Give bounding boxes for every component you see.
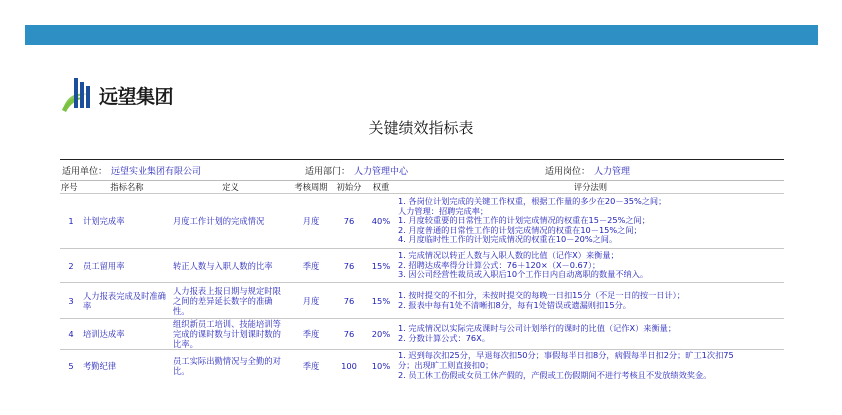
col-header-no: 序号 [61, 182, 78, 192]
table-row [60, 350, 784, 382]
unit-label: 适用单位： [62, 167, 108, 177]
col-header-rules: 评分法则 [573, 182, 608, 192]
row-weight: 20% [365, 319, 397, 350]
rule-line: 1. 月度较重要的日常性工作的计划完成情况的权重在15－25%之间； [398, 215, 650, 226]
row-base: 100 [333, 350, 365, 382]
rule-line: 2. 分数计算公式：76X。 [398, 333, 490, 343]
row-no: 1 [60, 194, 82, 249]
dept-label: 适用部门： [305, 167, 351, 177]
row-weight: 40% [365, 194, 397, 249]
col-header-definition: 定义 [222, 182, 239, 192]
row-period: 月度 [289, 283, 333, 319]
company-logo [60, 76, 173, 114]
row-weight: 15% [365, 283, 397, 319]
table-row [60, 319, 784, 350]
table-row [60, 194, 784, 249]
rule-line: 1. 各岗位计划完成的关键工作权重，根据工作量的多少在20－35%之间； [398, 196, 667, 207]
rule-line: 2. 员工休工伤假或女员工休产假的，产假或工伤假期间不进行考核且不发放绩效奖金。 [398, 369, 712, 380]
row-no: 5 [60, 350, 82, 382]
rule-line: 人力管理：招聘完成率； [398, 205, 489, 216]
row-base: 76 [333, 283, 365, 319]
row-definition: 转正人数与入职人数的比率 [172, 249, 289, 283]
rule-line: 3. 因公司经营性裁员或入职后10个工作日内自动离职的数量不纳入。 [398, 269, 649, 280]
header-bar [25, 25, 818, 45]
dept-value: 人力管理中心 [354, 167, 409, 177]
rule-line: 4. 月度临时性工作的计划完成情况的权重在10－20%之间。 [398, 234, 618, 245]
unit-value: 远望实业集团有限公司 [111, 167, 202, 177]
col-header-name: 指标名称 [110, 182, 144, 192]
unit-meta [62, 164, 201, 177]
row-rules [397, 283, 784, 319]
table-row [60, 249, 784, 283]
row-no: 3 [60, 283, 82, 319]
row-name: 员工留用率 [82, 249, 172, 283]
rule-line: 2. 报表中每有1处不清晰扣8分，每有1处错误或遗漏则扣15分。 [398, 299, 631, 310]
row-weight: 10% [365, 350, 397, 382]
row-base: 76 [333, 194, 365, 249]
col-header-weight: 权重 [372, 182, 390, 192]
table-header-row [60, 181, 784, 194]
kpi-table [60, 181, 784, 382]
row-definition: 组织新员工培训、技能培训等完成的课时数与计划课时数的比率。 [172, 319, 289, 350]
col-header-period: 考核周期 [294, 182, 328, 192]
rule-line: 1. 完成情况以转正人数与入职人数的比值（记作X）来衡量； [398, 250, 619, 261]
col-header-base: 初始分 [336, 182, 362, 192]
row-name: 人力报表完成及时准确率 [82, 283, 172, 319]
rule-line: 1. 按时提交的不扣分，未按时提交的每晚一日扣15分（不足一日的按一日计）； [398, 289, 685, 300]
row-rules [397, 319, 784, 350]
row-rules [397, 350, 784, 382]
row-rules [397, 249, 784, 283]
row-base: 76 [333, 249, 365, 283]
row-period: 季度 [289, 249, 333, 283]
dept-meta [305, 164, 408, 177]
page-title: 关键绩效指标表 [368, 119, 474, 137]
table-row [60, 283, 784, 319]
row-no: 4 [60, 319, 82, 350]
row-no: 2 [60, 249, 82, 283]
rule-line: 分；出现旷工则直接扣0； [398, 359, 494, 370]
row-period: 季度 [289, 319, 333, 350]
row-definition: 人力报表上报日期与规定时限之间的差异延长数字的准确性。 [172, 283, 289, 319]
row-period: 季度 [289, 350, 333, 382]
post-meta [545, 164, 630, 177]
row-name: 培训达成率 [82, 319, 172, 350]
rule-line: 2. 招聘达成率得分计算公式：76＋120×（X－0.67）； [398, 259, 601, 270]
post-value: 人力管理 [594, 167, 631, 177]
rule-line: 1. 完成情况以实际完成课时与公司计划举行的课时的比值（记作X）来衡量； [398, 323, 677, 334]
row-definition: 月度工作计划的完成情况 [172, 194, 289, 249]
rule-top [60, 159, 784, 160]
post-label: 适用岗位： [545, 167, 591, 177]
row-definition: 员工实际出勤情况与全勤的对比。 [172, 350, 289, 382]
rule-line: 1. 迟到每次扣25分，早退每次扣50分；事假每半日扣8分，病假每半日扣2分；旷工1次扣75 [398, 350, 734, 361]
row-base: 76 [333, 319, 365, 350]
row-period: 月度 [289, 194, 333, 249]
row-rules [397, 194, 784, 249]
row-weight: 15% [365, 249, 397, 283]
rule-line: 2. 月度普通的日常性工作的计划完成情况的权重在10－15%之间； [398, 224, 642, 235]
row-name: 考勤纪律 [82, 350, 172, 382]
logo-mark-icon [60, 76, 96, 114]
brand-name: 远望集团 [99, 85, 174, 108]
row-name: 计划完成率 [82, 194, 172, 249]
